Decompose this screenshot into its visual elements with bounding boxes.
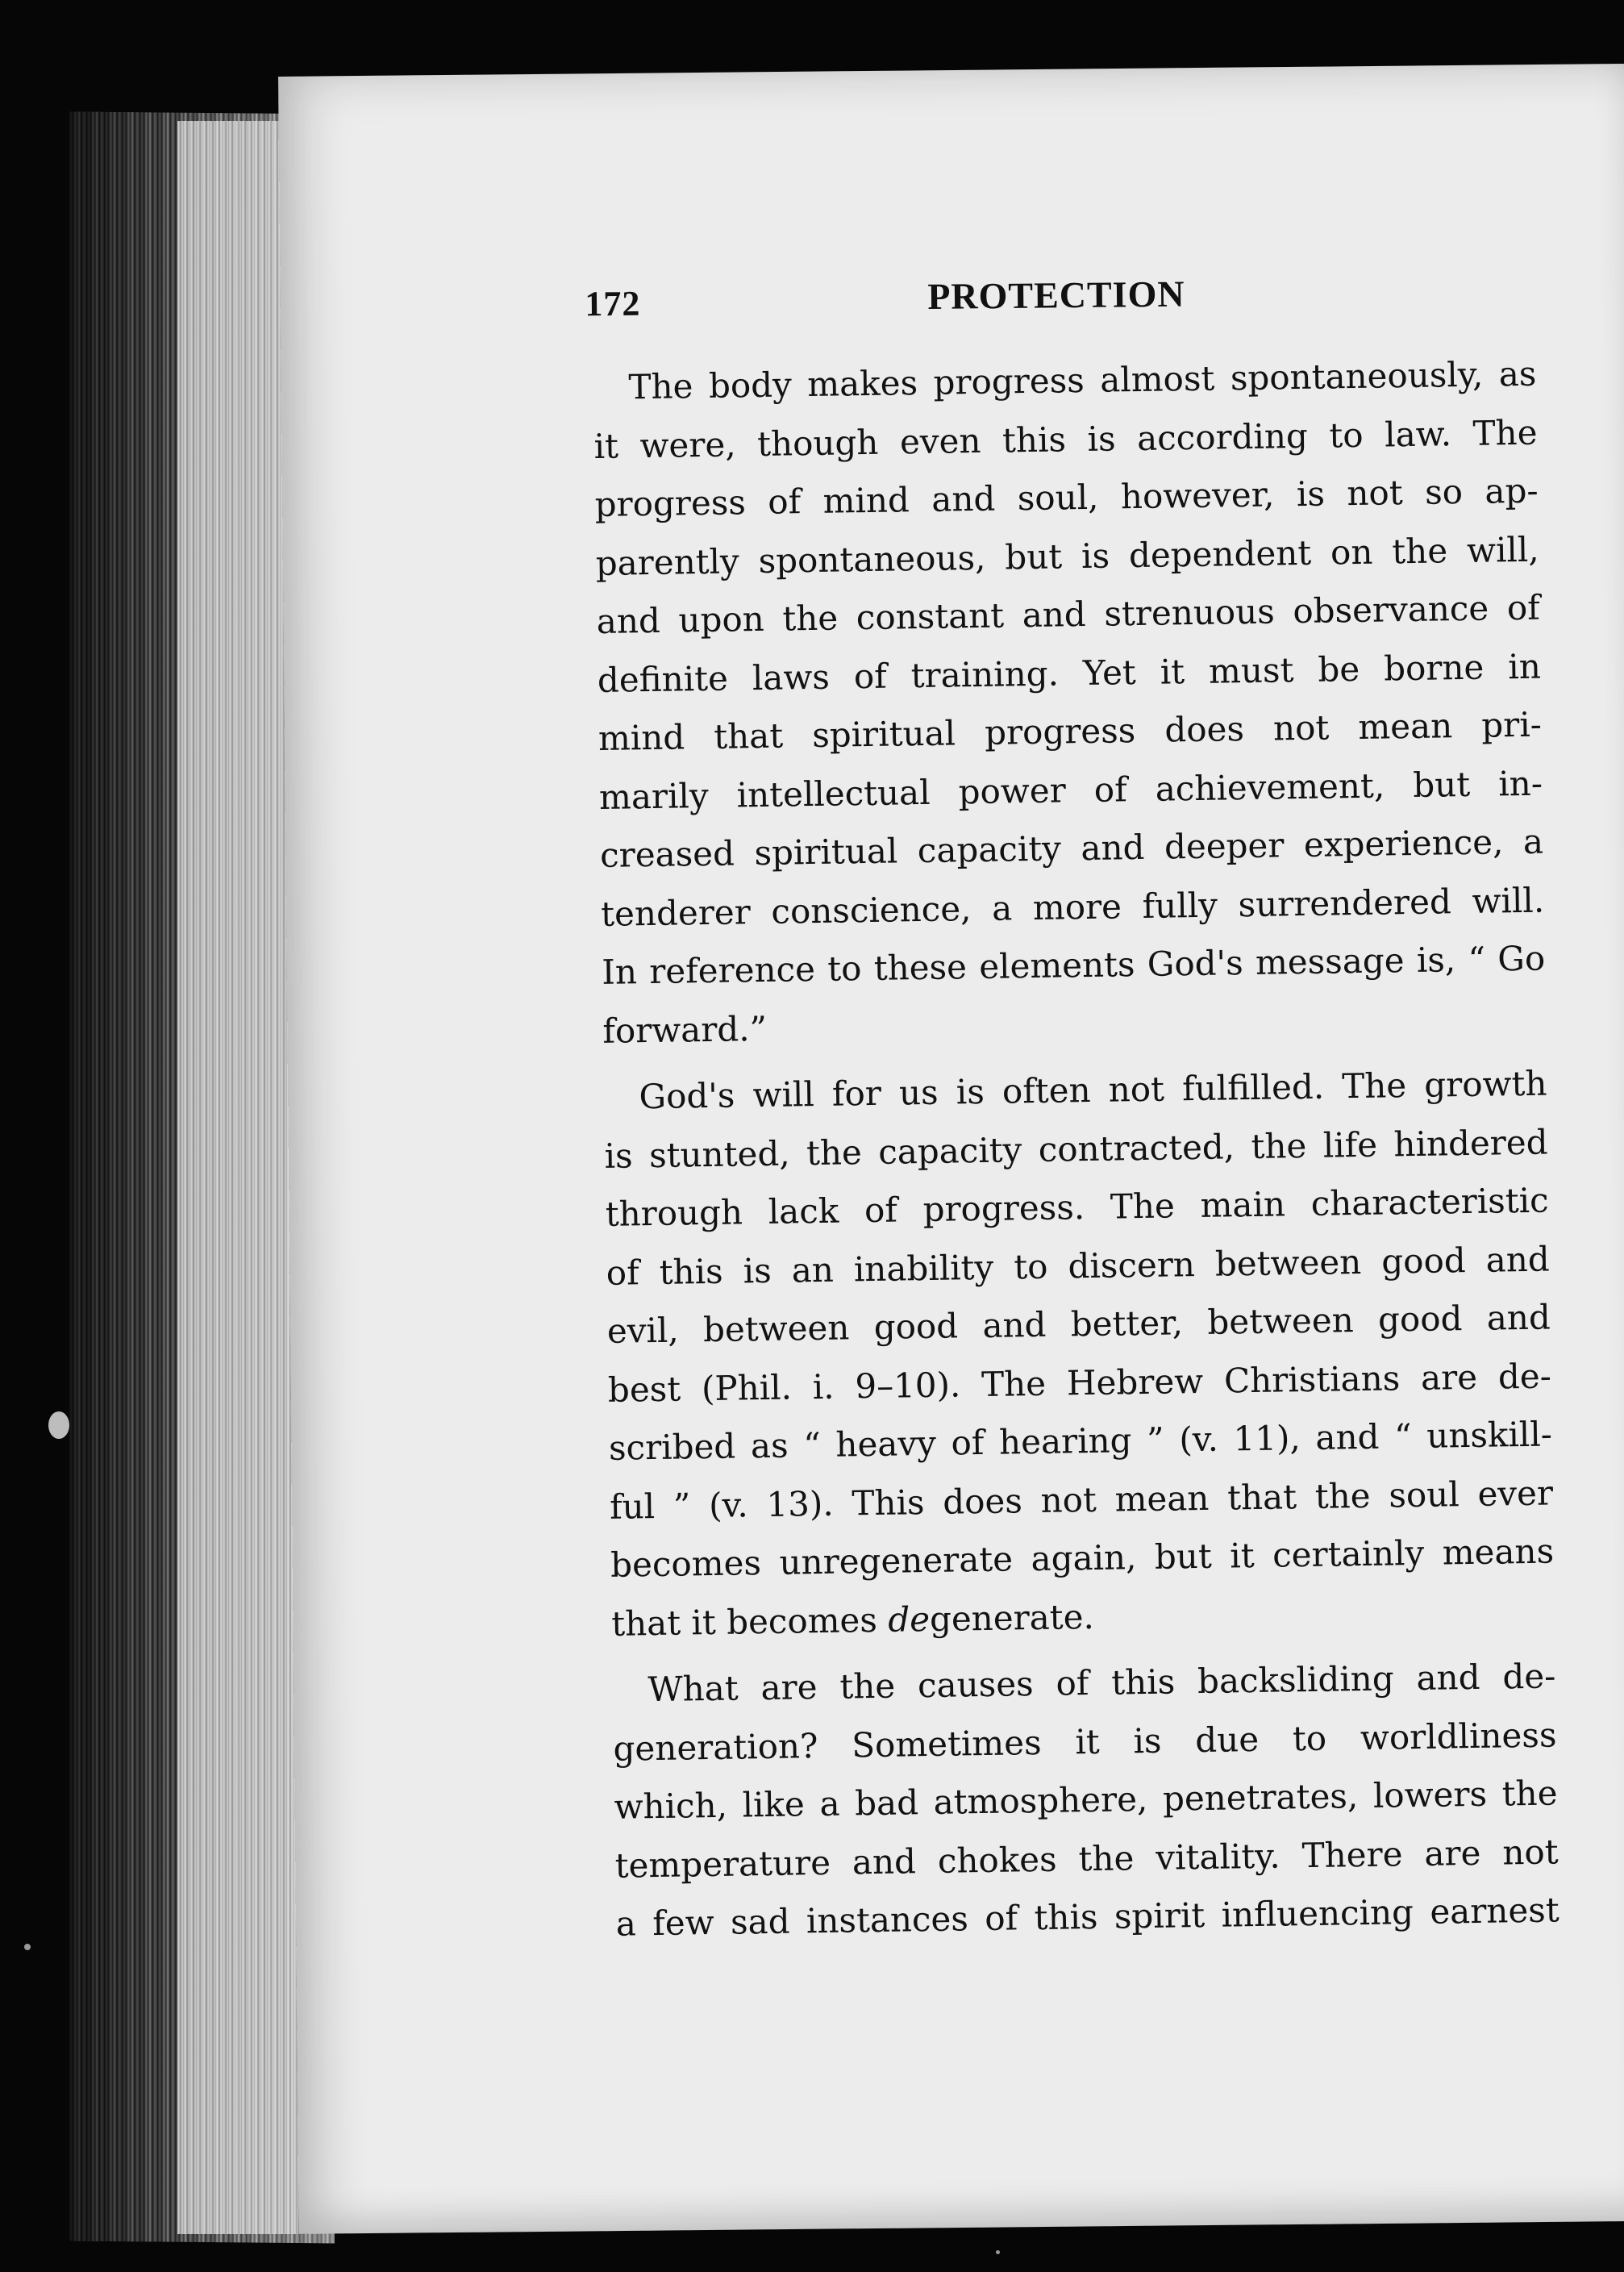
text-line: mind that spiritual progress does not mean pri- bbox=[598, 704, 1543, 758]
text-line: definite laws of training. Yet it must be borne in bbox=[597, 646, 1542, 700]
text-line: In reference to these elements God's message is, “ Go bbox=[601, 938, 1546, 992]
text-line: is stunted, the capacity contracted, the life hindered bbox=[604, 1122, 1548, 1176]
text-line: generation? Sometimes it is due to worldliness bbox=[613, 1714, 1557, 1769]
running-head: PROTECTION bbox=[927, 273, 1185, 317]
page-header bbox=[310, 269, 1206, 327]
text-line: temperature and chokes the vitality. There are not bbox=[614, 1831, 1559, 1886]
text-line: The body makes progress almost spontaneously, as bbox=[628, 353, 1537, 407]
body-text bbox=[593, 345, 1559, 1954]
scan-speck bbox=[24, 1944, 31, 1950]
text-line: best (Phil. i. 9–10). The Hebrew Christians are de- bbox=[607, 1356, 1552, 1410]
text-line: What are the causes of this backsliding and de- bbox=[648, 1656, 1556, 1710]
text-line: ful ” (v. 13). This does not mean that the soul ever bbox=[609, 1472, 1554, 1527]
text-line: evil, between good and better, between good and bbox=[606, 1297, 1551, 1351]
paragraph-1 bbox=[593, 345, 1547, 1061]
text-line: scribed as “ heavy of hearing ” (v. 11), and “ unskill- bbox=[608, 1414, 1553, 1468]
paragraph-3 bbox=[612, 1647, 1559, 1953]
text-line-suffix: generate. bbox=[929, 1596, 1095, 1639]
text-line: tenderer conscience, a more fully surrendered will. bbox=[600, 880, 1545, 934]
text-line: progress of mind and soul, however, is not so ap- bbox=[594, 470, 1539, 524]
text-line: marily intellectual power of achievement, but in- bbox=[598, 763, 1543, 817]
book-page-edges-light bbox=[177, 121, 298, 2234]
text-line: creased spiritual capacity and deeper experience, a bbox=[599, 821, 1544, 875]
scan-speck bbox=[996, 2250, 1000, 2254]
text-line: a few sad instances of this spirit influencing earnest bbox=[615, 1890, 1560, 1944]
text-line: of this is an inability to discern between good and bbox=[606, 1239, 1551, 1293]
text-line: becomes unregenerate again, but it certainly means bbox=[610, 1531, 1555, 1585]
text-line-prefix: that it becomes bbox=[610, 1599, 889, 1644]
text-line: it were, though even this is according to law. The bbox=[593, 412, 1538, 466]
italic-prefix: de bbox=[887, 1599, 931, 1640]
text-line: which, like a bad atmosphere, penetrates, lowers the bbox=[614, 1773, 1558, 1827]
scan-speck bbox=[48, 1411, 69, 1439]
page-number: 172 bbox=[585, 283, 641, 324]
text-line: forward.” bbox=[602, 1008, 768, 1051]
paragraph-2 bbox=[603, 1055, 1555, 1653]
text-line: and upon the constant and strenuous observance of bbox=[596, 587, 1541, 641]
text-line: through lack of progress. The main characteristic bbox=[605, 1180, 1549, 1234]
text-line: God's will for us is often not fulfilled. The growth bbox=[639, 1063, 1547, 1117]
text-line: parently spontaneous, but is dependent on the will, bbox=[595, 529, 1539, 583]
